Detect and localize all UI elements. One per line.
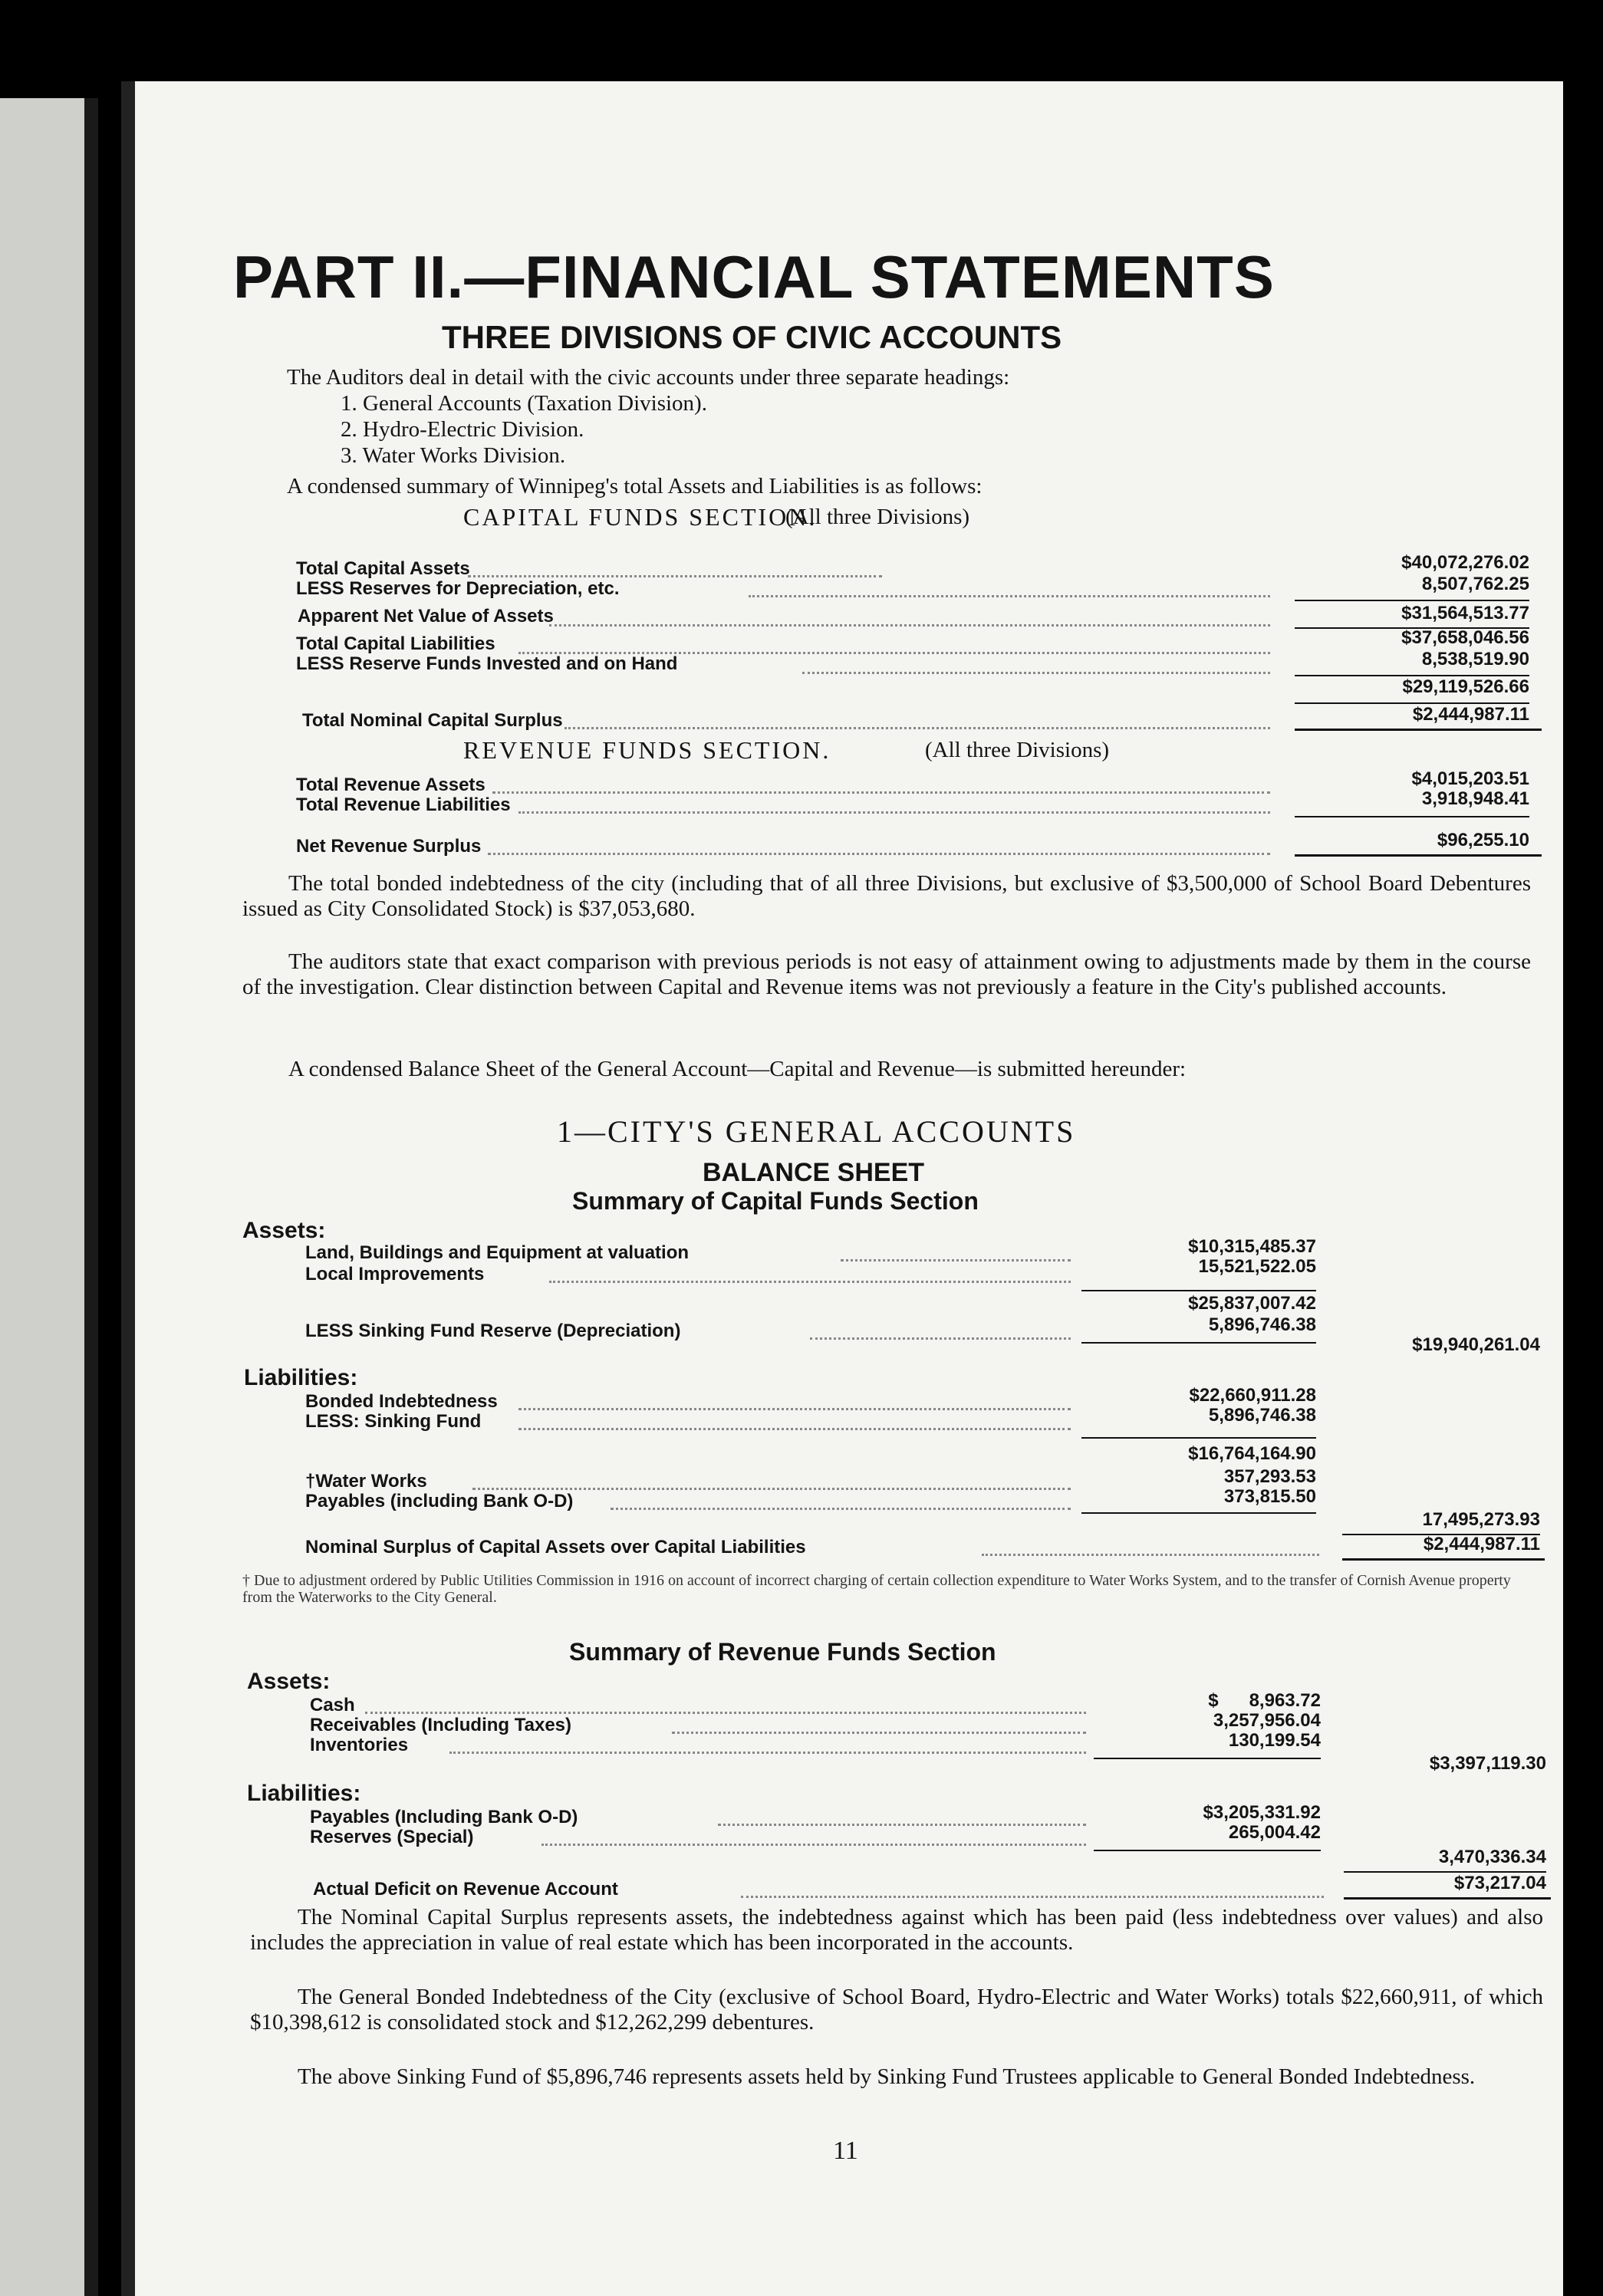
dot-leader bbox=[449, 1752, 1086, 1754]
page-number: 11 bbox=[833, 2136, 858, 2165]
row-label: Total Capital Liabilities bbox=[296, 633, 495, 654]
paragraph: The Nominal Capital Surplus represents assets, the indebtedness against which has been paid (less indebtedness over values) and also includes the appreciation in value of real estate which has been incorporated in the accounts. bbox=[250, 1905, 1543, 1955]
dot-leader bbox=[749, 595, 1270, 597]
row-label: Net Revenue Surplus bbox=[296, 836, 482, 857]
paragraph: The above Sinking Fund of $5,896,746 represents assets held by Sinking Fund Trustees applicable to General Bonded Indebtedness. bbox=[298, 2064, 1476, 2089]
column-total: $19,940,261.04 bbox=[1412, 1334, 1540, 1355]
dot-leader bbox=[718, 1824, 1086, 1826]
row-label: †Water Works bbox=[305, 1471, 427, 1492]
dot-leader bbox=[841, 1259, 1071, 1261]
sum-rule bbox=[1081, 1512, 1316, 1514]
column-total: $2,444,987.11 bbox=[1423, 1534, 1540, 1554]
row-label: Actual Deficit on Revenue Account bbox=[313, 1879, 618, 1900]
row-label: Local Improvements bbox=[305, 1264, 485, 1285]
dot-leader bbox=[802, 672, 1270, 674]
row-label: Land, Buildings and Equipment at valuation bbox=[305, 1242, 690, 1263]
assets-heading: Assets: bbox=[242, 1218, 326, 1243]
liabilities-heading: Liabilities: bbox=[244, 1365, 358, 1390]
row-value: $37,658,046.56 bbox=[1401, 627, 1529, 648]
page-title: PART II.—FINANCIAL STATEMENTS bbox=[233, 243, 1275, 311]
column-total: 3,470,336.34 bbox=[1438, 1847, 1546, 1867]
row-label: Apparent Net Value of Assets bbox=[298, 606, 554, 627]
revenue-section-note: (All three Divisions) bbox=[925, 738, 1110, 762]
dot-leader bbox=[492, 791, 1270, 794]
revenue-summary-heading: Summary of Revenue Funds Section bbox=[569, 1638, 996, 1666]
paragraph: The auditors state that exact comparison with previous periods is not easy of attainment owing to adjustments made by them in the course of the investigation. Clear distinction between Capital and Revenue items was not previously a feature in the City's published accounts. bbox=[242, 949, 1531, 999]
assets-heading: Assets: bbox=[247, 1669, 331, 1694]
dot-leader bbox=[672, 1732, 1086, 1734]
row-label: Bonded Indebtedness bbox=[305, 1391, 498, 1412]
row-value: 373,815.50 bbox=[1223, 1486, 1316, 1507]
row-value: 130,199.54 bbox=[1228, 1730, 1321, 1751]
division-item: 1. General Accounts (Taxation Division). bbox=[341, 391, 707, 416]
capital-summary-heading: Summary of Capital Funds Section bbox=[572, 1187, 979, 1215]
column-total: 17,495,273.93 bbox=[1422, 1509, 1540, 1530]
row-value: $ 8,963.72 bbox=[1208, 1690, 1321, 1711]
capital-section-note: (All three Divisions) bbox=[785, 505, 970, 529]
sum-rule bbox=[1081, 1342, 1316, 1344]
row-value: $29,119,526.66 bbox=[1402, 676, 1529, 697]
dot-leader bbox=[518, 1428, 1071, 1430]
row-label: Receivables (Including Taxes) bbox=[310, 1715, 572, 1735]
dot-leader bbox=[549, 1281, 1071, 1283]
row-value: $4,015,203.51 bbox=[1411, 768, 1529, 789]
row-label: LESS: Sinking Fund bbox=[305, 1411, 482, 1432]
dot-leader bbox=[810, 1337, 1071, 1340]
row-value: $16,764,164.90 bbox=[1188, 1443, 1316, 1464]
sum-rule bbox=[1081, 1290, 1316, 1291]
row-label: Total Capital Assets bbox=[296, 558, 470, 579]
row-value: 3,257,956.04 bbox=[1213, 1710, 1321, 1731]
row-value: 5,896,746.38 bbox=[1208, 1314, 1316, 1335]
division-item: 2. Hydro-Electric Division. bbox=[341, 417, 584, 442]
row-label: Inventories bbox=[310, 1735, 409, 1755]
row-value: $2,444,987.11 bbox=[1412, 704, 1529, 725]
row-label: Reserves (Special) bbox=[310, 1827, 474, 1847]
row-label: LESS Reserve Funds Invested and on Hand bbox=[296, 653, 678, 674]
row-value: $40,072,276.02 bbox=[1401, 552, 1529, 573]
row-label: Nominal Surplus of Capital Assets over Capital Liabilities bbox=[305, 1537, 806, 1558]
section-subtitle: THREE DIVISIONS OF CIVIC ACCOUNTS bbox=[442, 319, 1062, 355]
dot-leader bbox=[518, 1408, 1071, 1410]
total-rule bbox=[1342, 1558, 1545, 1561]
dot-leader bbox=[611, 1508, 1071, 1510]
dot-leader bbox=[549, 624, 1270, 627]
dot-leader bbox=[541, 1844, 1086, 1846]
dot-leader bbox=[982, 1554, 1319, 1556]
revenue-section-heading: REVENUE FUNDS SECTION. bbox=[463, 736, 831, 764]
row-value: $10,315,485.37 bbox=[1188, 1236, 1316, 1257]
total-rule bbox=[1295, 854, 1542, 857]
sum-rule bbox=[1081, 1437, 1316, 1439]
row-value: 15,521,522.05 bbox=[1198, 1256, 1316, 1277]
dot-leader bbox=[488, 853, 1270, 855]
row-label: Payables (including Bank O-D) bbox=[305, 1491, 574, 1511]
sum-rule bbox=[1295, 816, 1529, 817]
row-value: 8,538,519.90 bbox=[1421, 649, 1529, 669]
row-label: Total Revenue Assets bbox=[296, 775, 486, 795]
row-label: LESS Sinking Fund Reserve (Depreciation) bbox=[305, 1321, 681, 1341]
row-value: $96,255.10 bbox=[1437, 830, 1529, 850]
paragraph: A condensed Balance Sheet of the General Account—Capital and Revenue—is submitted hereunder: bbox=[288, 1057, 1187, 1081]
general-accounts-heading: 1—CITY'S GENERAL ACCOUNTS bbox=[557, 1114, 1076, 1149]
row-value: 8,507,762.25 bbox=[1421, 574, 1529, 594]
column-total: $73,217.04 bbox=[1453, 1873, 1546, 1893]
balance-sheet-heading: BALANCE SHEET bbox=[703, 1158, 925, 1187]
row-value: $22,660,911.28 bbox=[1189, 1385, 1316, 1406]
dot-leader bbox=[365, 1712, 1086, 1714]
capital-section-heading: CAPITAL FUNDS SECTION. bbox=[463, 503, 818, 531]
total-rule bbox=[1295, 729, 1542, 731]
dot-leader bbox=[518, 811, 1270, 814]
column-total: $3,397,119.30 bbox=[1429, 1753, 1546, 1774]
division-item: 3. Water Works Division. bbox=[341, 443, 566, 468]
row-label: Payables (Including Bank O-D) bbox=[310, 1807, 578, 1827]
liabilities-heading: Liabilities: bbox=[247, 1781, 361, 1806]
row-value: 5,896,746.38 bbox=[1208, 1405, 1316, 1426]
row-value: $25,837,007.42 bbox=[1188, 1293, 1316, 1314]
row-label: Total Nominal Capital Surplus bbox=[302, 710, 563, 731]
row-value: 265,004.42 bbox=[1228, 1822, 1321, 1843]
total-rule bbox=[1344, 1897, 1551, 1900]
sum-rule bbox=[1094, 1850, 1321, 1851]
row-label: Total Revenue Liabilities bbox=[296, 794, 511, 815]
dot-leader bbox=[741, 1896, 1324, 1898]
dot-leader bbox=[472, 1488, 1071, 1490]
row-value: 357,293.53 bbox=[1223, 1466, 1316, 1487]
sum-rule bbox=[1094, 1758, 1321, 1759]
sum-rule bbox=[1295, 600, 1529, 601]
adjacent-page-edge bbox=[0, 98, 98, 2296]
row-label: Cash bbox=[310, 1695, 355, 1715]
dot-leader bbox=[565, 727, 1270, 729]
row-value: $31,564,513.77 bbox=[1401, 603, 1529, 623]
document-page bbox=[121, 81, 1563, 2296]
paragraph: The total bonded indebtedness of the city (including that of all three Divisions, but exclusive of $3,500,000 of School Board Debentures issued as City Consolidated Stock) is $37,053,680. bbox=[242, 871, 1531, 921]
row-value: $3,205,331.92 bbox=[1203, 1802, 1321, 1823]
dot-leader bbox=[468, 575, 882, 577]
paragraph: The General Bonded Indebtedness of the City (exclusive of School Board, Hydro-Electric and Water Works) totals $22,660,911, of which $10,398,612 is consolidated stock and $12,262,299 debentures. bbox=[250, 1985, 1543, 2034]
footnote: † Due to adjustment ordered by Public Utilities Commission in 1916 on account of incorrect charging of certain collection expenditure to Water Works System, and to the transfer of Cornish Avenue property from the Waterworks to the City General. bbox=[242, 1572, 1511, 1606]
summary-intro: A condensed summary of Winnipeg's total Assets and Liabilities is as follows: bbox=[287, 474, 983, 498]
row-label: LESS Reserves for Depreciation, etc. bbox=[296, 578, 620, 599]
intro-text: The Auditors deal in detail with the civic accounts under three separate headings: bbox=[287, 365, 1010, 390]
row-value: 3,918,948.41 bbox=[1421, 788, 1529, 809]
